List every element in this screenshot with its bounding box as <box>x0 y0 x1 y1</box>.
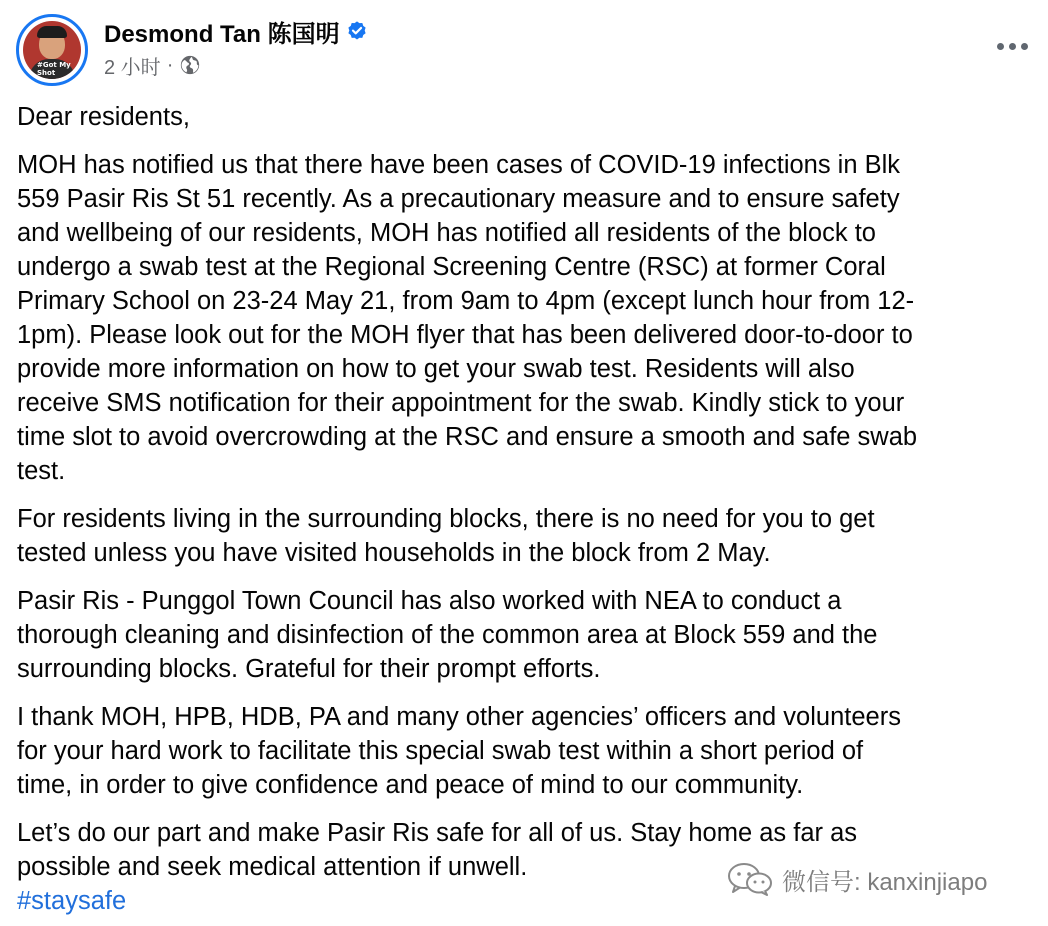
post-meta <box>104 52 201 78</box>
more-options-icon <box>997 43 1004 50</box>
post-paragraph: I thank MOH, HPB, HDB, PA and many other agencies’ officers and volunteers for your hard work to facilitate this special swab test within a short period of time, in order to give confidence and peace of mind to our community. <box>17 703 901 799</box>
watermark-text: 微信号: kanxinjiapo <box>782 868 988 896</box>
post-paragraph: MOH has notified us that there have been cases of COVID-19 infections in Blk 559 Pasir Ris St 51 recently. As a precautionary measure and to ensure safety and wellbeing of our residents, MOH has notified all residents of the block to undergo a swab test at the Regional Screening Centre (RSC) at former Coral Primary School on 23-24 May 21, from 9am to 4pm (except lunch hour from 12- 1pm). Please look out for the MOH flyer that has been delivered door-to-door to provide more information on how to get your swab test. Residents will also receive SMS notification for their appointment for the swab. Kindly stick to your time slot to avoid overcrowding at the RSC and ensure a smooth and safe swab test. <box>17 151 918 485</box>
post-body <box>17 100 1025 918</box>
avatar-photo <box>23 21 81 79</box>
more-options-icon-dot <box>1009 43 1016 50</box>
post-timestamp[interactable]: 2 小时 <box>104 56 161 79</box>
globe-icon[interactable] <box>179 54 201 76</box>
hashtag-link[interactable]: #staysafe <box>17 887 127 915</box>
author-row <box>104 16 368 46</box>
post-header <box>16 14 1032 88</box>
author-name[interactable]: Desmond Tan 陈国明 <box>104 20 340 48</box>
post-paragraph: Let’s do our part and make Pasir Ris safe for all of us. Stay home as far as possible and seek medical attention if unwell. <box>17 819 858 881</box>
post-paragraph: For residents living in the surrounding blocks, there is no need for you to get tested unless you have visited households in the block from 2 May. <box>17 505 875 567</box>
more-options-button[interactable] <box>992 32 1032 60</box>
verified-badge-icon <box>346 20 368 42</box>
avatar-hair <box>37 26 67 38</box>
wechat-icon <box>726 862 774 896</box>
avatar-badge-text: #Got My Shot <box>37 61 71 77</box>
meta-separator: · <box>166 53 174 76</box>
post-paragraph: Pasir Ris - Punggol Town Council has also worked with NEA to conduct a thorough cleaning and disinfection of the common area at Block 559 and the surrounding blocks. Grateful for their prompt efforts. <box>17 587 878 683</box>
wechat-watermark <box>726 860 987 898</box>
post-paragraph: Dear residents, <box>17 103 190 131</box>
more-options-icon-dot <box>1021 43 1028 50</box>
avatar[interactable] <box>16 14 88 86</box>
